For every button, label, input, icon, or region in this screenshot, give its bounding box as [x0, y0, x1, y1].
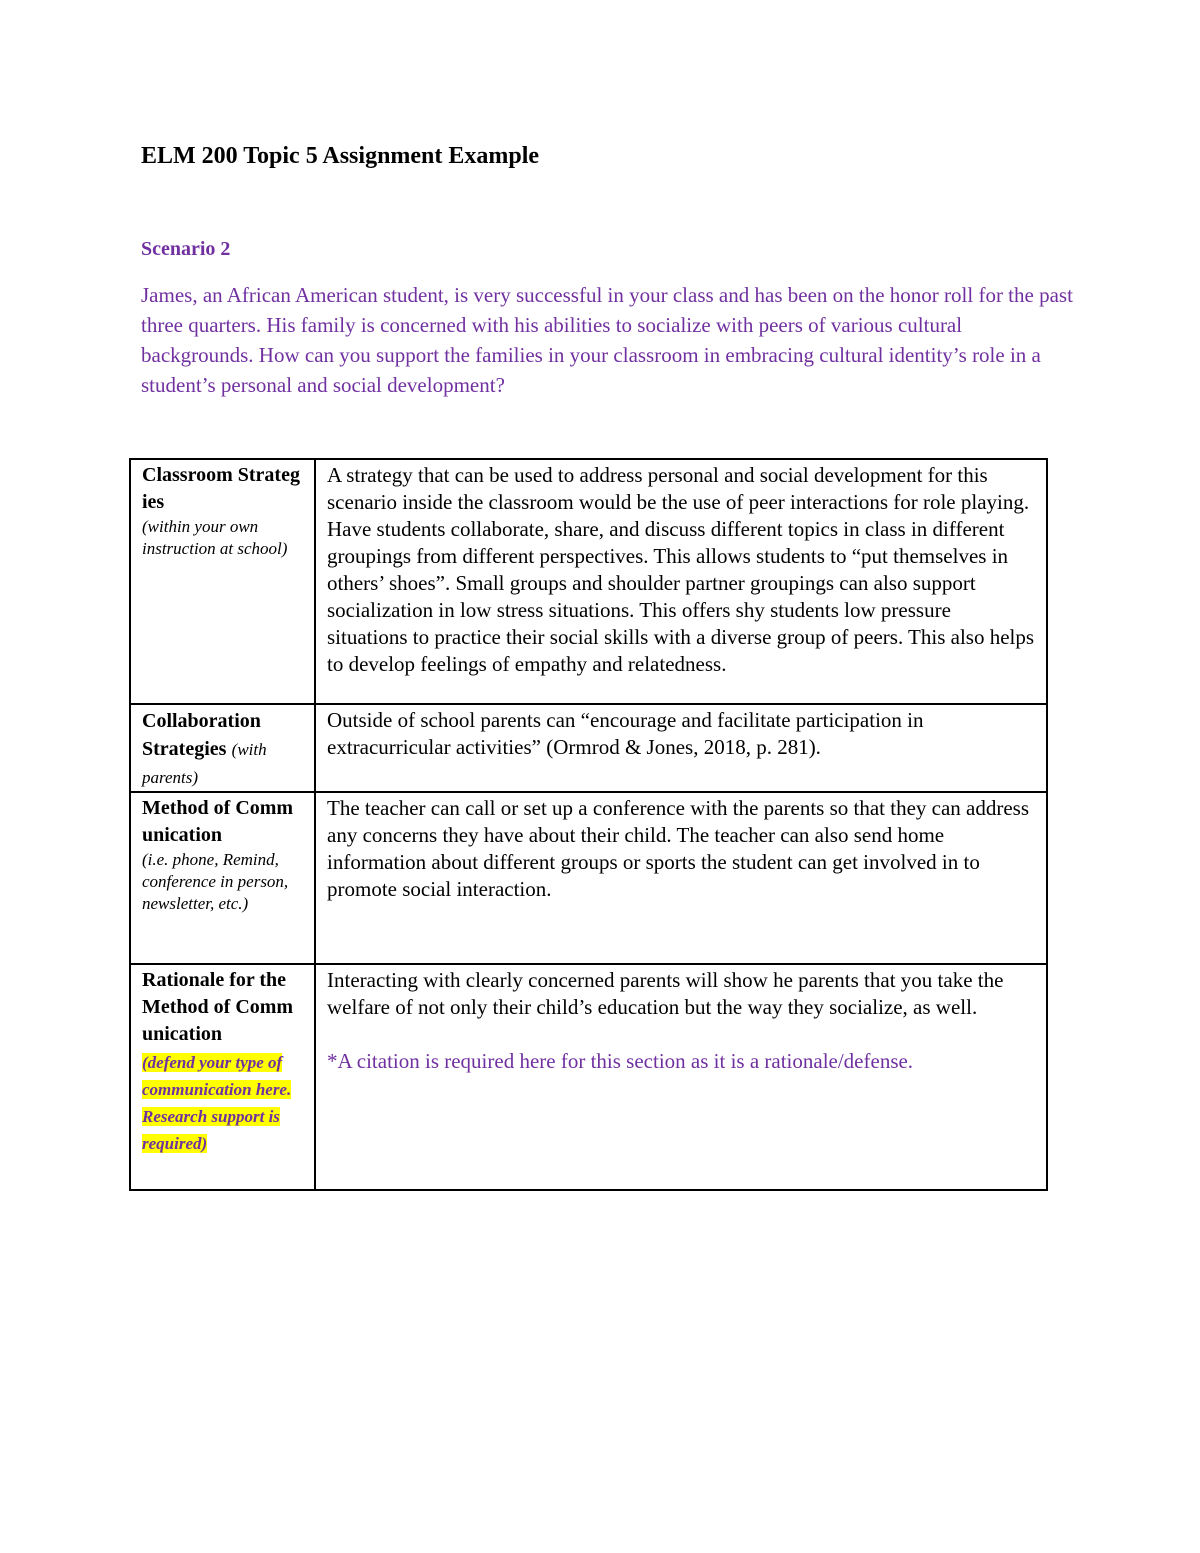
row-label: Collaboration Strategies — [142, 710, 261, 760]
row-label: Classroom Strategies — [142, 464, 300, 513]
row-content-cell — [315, 459, 1047, 704]
row-label-cell — [130, 964, 315, 1190]
row-label: Rationale for the Method of Communication — [142, 969, 294, 1045]
row-label-note: (within your own instruction at school) — [142, 517, 288, 558]
row-label-cell — [130, 459, 315, 704]
strategy-table — [129, 458, 1048, 1191]
scenario-heading: Scenario 2 — [141, 238, 231, 260]
row-content: A strategy that can be used to address personal and social development for this scenario inside the classroom would be the use of peer interactions for role playing. Have students collaborate, share, and discuss different topics in class in different groupings from different perspectives. This allows students to “put themselves in others’ shoes”. Small groups and shoulder partner groupings can also support socialization in low stress situations. This offers shy students low pressure situations to practice their social skills with a diverse group of peers. This also helps to develop feelings of empathy and relatedness. — [327, 463, 1035, 676]
row-label-cell — [130, 704, 315, 792]
citation-note: *A citation is required here for this section as it is a rationale/defense. — [327, 1049, 914, 1073]
table-row-method-of-communication — [130, 792, 1047, 964]
page-title: ELM 200 Topic 5 Assignment Example — [141, 143, 540, 169]
row-content-cell — [315, 964, 1047, 1190]
row-label: Method of Communication — [142, 797, 294, 846]
row-content: Interacting with clearly concerned parents will show he parents that you take the welfare of not only their child’s education but the way they socialize, as well. — [327, 968, 1004, 1019]
row-content-cell — [315, 704, 1047, 792]
row-label-note: (i.e. phone, Remind, conference in person, newsletter, etc.) — [142, 850, 289, 913]
row-content-cell — [315, 792, 1047, 964]
row-content: Outside of school parents can “encourage and facilitate participation in extracurricular activities” (Ormrod & Jones, 2018, p. 281). — [327, 708, 924, 759]
row-label-note: (with parents) — [142, 740, 267, 787]
row-label-note-highlighted: (defend your type of communication here. Research support is required) — [142, 1053, 292, 1153]
table-row-classroom-strategies — [130, 459, 1047, 704]
table-row-rationale — [130, 964, 1047, 1190]
row-content: The teacher can call or set up a conference with the parents so that they can address any concerns they have about their child. The teacher can also send home information about different groups or sports the student can get involved in to promote social interaction. — [327, 796, 1030, 901]
table-row-collaboration-strategies — [130, 704, 1047, 792]
scenario-text: James, an African American student, is very successful in your class and has been on the honor roll for the past three quarters. His family is concerned with his abilities to socialize with peers of various cultural backgrounds. How can you support the families in your classroom in embracing cultural identity’s role in a student’s personal and social development? — [141, 283, 1073, 397]
row-label-cell — [130, 792, 315, 964]
